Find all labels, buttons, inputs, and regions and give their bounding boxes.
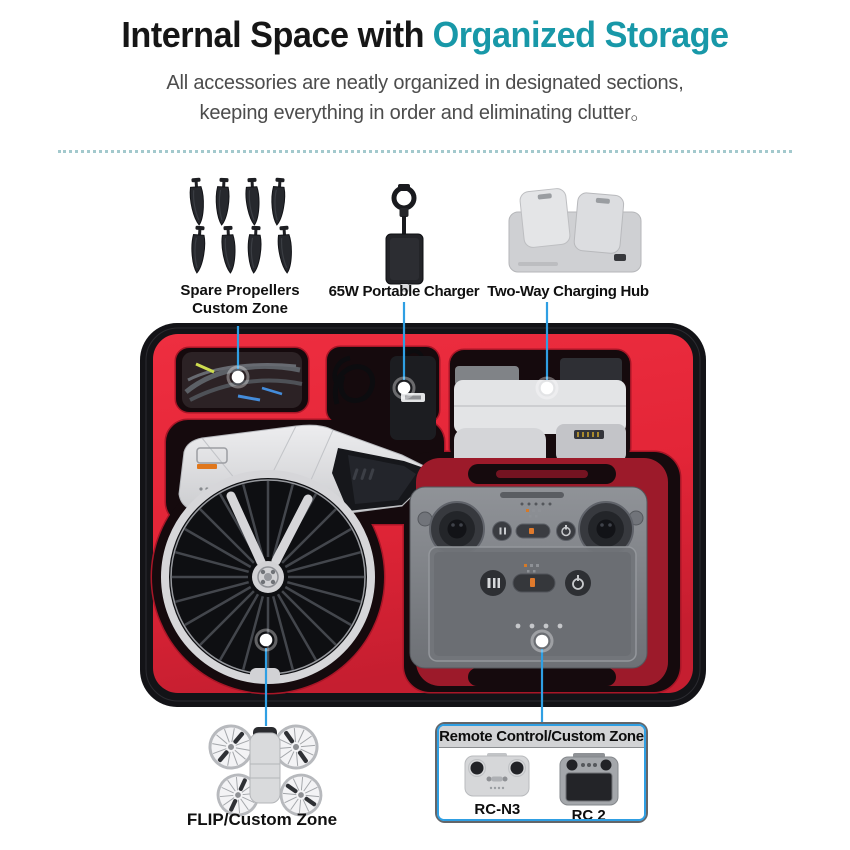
case-image bbox=[140, 323, 706, 707]
spare-propellers-label-line1: Spare Propellers bbox=[180, 282, 300, 299]
charging-hub-image bbox=[509, 188, 641, 272]
subtitle-line-1: All accessories are neatly organized in designated sections, bbox=[166, 72, 684, 94]
portable-charger-image bbox=[386, 184, 423, 292]
flip-zone-label: FLIP/Custom Zone bbox=[186, 810, 338, 829]
charging-hub-label: Two-Way Charging Hub bbox=[487, 283, 649, 300]
spare-propellers-image bbox=[189, 178, 293, 274]
title-accent: Organized Storage bbox=[432, 14, 729, 55]
rc-n3-image bbox=[461, 752, 533, 800]
rc-2-label: RC 2 bbox=[571, 807, 606, 821]
rc-2-image bbox=[556, 752, 622, 806]
portable-charger-label: 65W Portable Charger bbox=[328, 283, 480, 300]
remote-zone-box bbox=[435, 722, 648, 823]
title-prefix: Internal Space with bbox=[121, 14, 425, 55]
rc-n3-label: RC-N3 bbox=[474, 801, 521, 818]
remote-zone-title: Remote Control/Custom Zone bbox=[439, 726, 644, 748]
subtitle-line-2: keeping everything in order and eliminating clutter。 bbox=[199, 102, 651, 124]
flip-drone-image bbox=[201, 717, 328, 822]
spare-propellers-label-line2: Custom Zone bbox=[192, 300, 288, 317]
remote-zone-body bbox=[439, 748, 644, 821]
remote-item-rcn3 bbox=[461, 752, 533, 818]
remote-zone-box-inner bbox=[437, 724, 646, 821]
remote-item-rc2 bbox=[556, 752, 622, 821]
